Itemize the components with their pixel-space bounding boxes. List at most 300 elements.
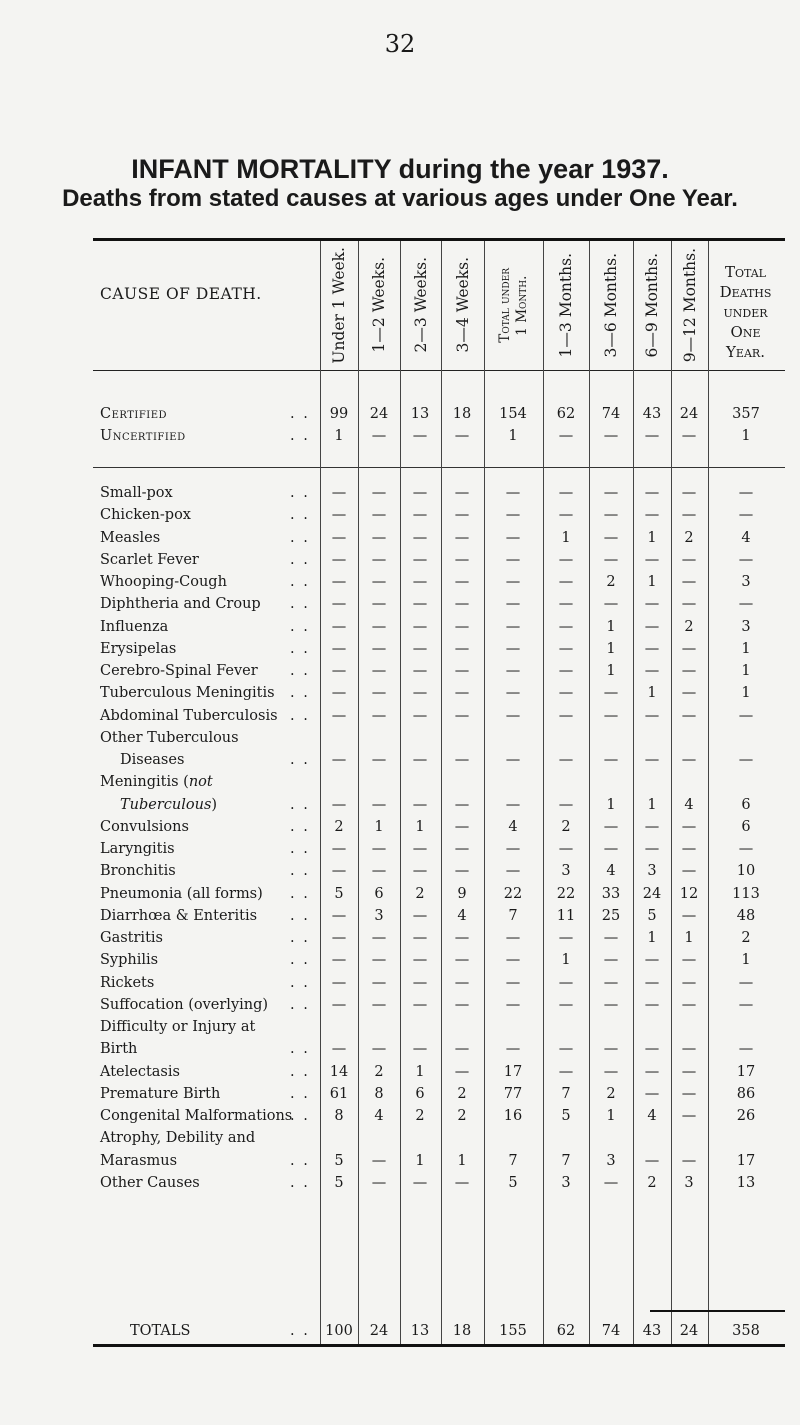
table-cell: 48 — [736, 907, 756, 924]
table-cell: 3 — [647, 863, 657, 880]
table-cell: — — [681, 428, 697, 444]
table-row — [0, 1086, 800, 1108]
row-label: Other Causes — [100, 1174, 200, 1191]
table-cell: 18 — [452, 1323, 472, 1339]
row-label: Certified — [100, 406, 168, 422]
table-cell: — — [412, 707, 428, 724]
table-cell: 22 — [556, 885, 576, 902]
table-cell: 3 — [561, 1174, 571, 1191]
table-cell: — — [558, 752, 574, 768]
table-cell: — — [505, 752, 521, 768]
table-cell: 74 — [601, 1323, 621, 1339]
table-cell: — — [331, 529, 347, 546]
table-cell: — — [681, 551, 697, 568]
table-cell: — — [681, 996, 697, 1013]
row-label: Birth — [100, 1041, 138, 1058]
table-cell: — — [412, 863, 428, 880]
table-cell: — — [505, 663, 521, 679]
table-cell: — — [331, 707, 347, 724]
leader-dots: . . — [290, 863, 310, 880]
table-cell: — — [681, 685, 697, 702]
age-column-header — [400, 250, 441, 360]
table-row — [0, 552, 800, 574]
table-cell: 5 — [334, 1152, 344, 1169]
table-cell: — — [371, 1174, 387, 1191]
table-cell: — — [331, 752, 347, 768]
table-cell: — — [681, 1041, 697, 1058]
table-cell: 61 — [329, 1085, 349, 1102]
row-label: Difficulty or Injury at — [100, 1019, 256, 1035]
leader-dots: . . — [290, 818, 310, 835]
table-cell: — — [558, 485, 574, 501]
leader-dots: . . — [290, 507, 310, 524]
table-cell: 18 — [452, 406, 472, 422]
table-cell: — — [603, 1063, 619, 1080]
table-cell: — — [371, 707, 387, 724]
table-cell: — — [603, 707, 619, 724]
table-cell: — — [505, 930, 521, 946]
row-label: Other Tuberculous — [100, 729, 239, 746]
table-cell: 3 — [741, 618, 751, 635]
row-label: Bronchitis — [100, 863, 176, 880]
table-cell: — — [331, 841, 347, 857]
table-cell: 1 — [606, 796, 616, 813]
table-cell: 6 — [415, 1085, 425, 1102]
table-row — [0, 863, 800, 885]
row-label: Atelectasis — [100, 1063, 180, 1080]
totals-row — [0, 1323, 800, 1345]
table-cell: 74 — [601, 406, 621, 422]
total-header-line: Total — [724, 263, 766, 281]
table-cell: 5 — [334, 1174, 344, 1191]
table-cell: 357 — [732, 406, 760, 422]
age-column-header — [671, 247, 708, 363]
table-cell: — — [644, 618, 660, 635]
table-cell: — — [558, 685, 574, 702]
table-cell: 1 — [457, 1152, 467, 1169]
table-cell: — — [331, 685, 347, 702]
table-cell: — — [371, 685, 387, 702]
row-label: Syphilis — [100, 952, 159, 969]
group-rule — [93, 467, 785, 468]
table-cell: 9 — [457, 885, 467, 902]
table-cell: — — [454, 663, 470, 679]
table-cell: 4 — [647, 1108, 657, 1124]
table-cell: 2 — [415, 885, 425, 902]
table-cell: — — [412, 551, 428, 568]
table-cell: — — [412, 974, 428, 991]
leader-dots: . . — [290, 1174, 310, 1191]
table-cell: — — [558, 707, 574, 724]
table-cell: 22 — [503, 885, 523, 902]
table-cell: — — [331, 507, 347, 524]
table-cell: 8 — [374, 1085, 384, 1102]
table-row — [0, 997, 800, 1019]
table-cell: 1 — [561, 529, 571, 546]
leader-dots: . . — [290, 707, 310, 724]
table-cell: 43 — [642, 406, 662, 422]
table-cell: — — [558, 796, 574, 813]
table-cell: — — [603, 1041, 619, 1058]
table-cell: 113 — [732, 885, 760, 902]
table-cell: 1 — [508, 428, 518, 444]
row-label: Tuberculous) — [120, 796, 218, 813]
table-row — [0, 574, 800, 596]
table-cell: — — [738, 974, 754, 991]
table-cell: — — [454, 685, 470, 702]
table-cell: — — [371, 841, 387, 857]
table-cell: — — [644, 841, 660, 857]
row-label: Chicken-pox — [100, 507, 191, 524]
table-cell: — — [603, 428, 619, 444]
leader-dots: . . — [290, 663, 310, 679]
age-column-header — [441, 250, 484, 360]
table-cell: — — [603, 752, 619, 768]
table-row — [0, 1130, 800, 1152]
table-cell: 1 — [415, 1152, 425, 1169]
table-cell: — — [412, 507, 428, 524]
table-cell: 2 — [457, 1085, 467, 1102]
table-cell: — — [371, 574, 387, 590]
table-cell: 16 — [503, 1108, 523, 1124]
table-cell: 17 — [503, 1063, 523, 1080]
leader-dots: . . — [290, 685, 310, 702]
table-cell: — — [681, 707, 697, 724]
table-cell: — — [371, 796, 387, 813]
leader-dots: . . — [290, 841, 310, 857]
table-cell: — — [454, 507, 470, 524]
table-cell: — — [681, 663, 697, 679]
table-cell: — — [603, 974, 619, 991]
table-cell: 13 — [410, 1323, 430, 1339]
table-cell: — — [454, 1174, 470, 1191]
table-cell: — — [412, 930, 428, 946]
table-cell: 5 — [508, 1174, 518, 1191]
leader-dots: . . — [290, 529, 310, 546]
table-cell: — — [331, 863, 347, 880]
table-row — [0, 507, 800, 529]
leader-dots: . . — [290, 485, 310, 501]
table-cell: 24 — [642, 885, 662, 902]
table-cell: — — [603, 507, 619, 524]
row-label: Small-pox — [100, 485, 173, 501]
table-cell: — — [603, 841, 619, 857]
total-column-header — [706, 262, 785, 362]
table-cell: — — [331, 930, 347, 946]
table-cell: 24 — [369, 1323, 389, 1339]
table-cell: 4 — [374, 1108, 384, 1124]
age-column-header-text: 2—3 Weeks. — [411, 257, 430, 353]
table-cell: 7 — [508, 1152, 518, 1169]
table-cell: — — [505, 974, 521, 991]
age-column-header-text: 1—3 Months. — [557, 252, 575, 358]
table-cell: — — [603, 485, 619, 501]
table-cell: 26 — [736, 1108, 756, 1124]
leader-dots: . . — [290, 596, 310, 613]
table-cell: — — [371, 1152, 387, 1169]
table-cell: — — [644, 1041, 660, 1058]
row-label: Scarlet Fever — [100, 551, 199, 568]
table-cell: — — [331, 952, 347, 969]
table-cell: — — [644, 818, 660, 835]
total-header-line: Year. — [726, 343, 765, 361]
table-cell: — — [505, 685, 521, 702]
table-cell: — — [738, 1041, 754, 1058]
table-top-rule — [93, 238, 785, 241]
table-cell: — — [371, 1041, 387, 1058]
table-cell: — — [558, 640, 574, 657]
table-cell: — — [454, 640, 470, 657]
table-cell: 8 — [334, 1108, 344, 1124]
table-cell: 3 — [606, 1152, 616, 1169]
leader-dots: . . — [290, 974, 310, 991]
table-cell: — — [454, 596, 470, 613]
table-cell: — — [454, 841, 470, 857]
table-cell: — — [412, 796, 428, 813]
table-row — [0, 886, 800, 908]
table-cell: — — [644, 428, 660, 444]
table-cell: 1 — [741, 952, 751, 969]
table-cell: 1 — [374, 818, 384, 835]
table-cell: — — [738, 841, 754, 857]
table-cell: — — [681, 841, 697, 857]
table-cell: — — [371, 930, 387, 946]
table-cell: — — [644, 507, 660, 524]
table-cell: 3 — [741, 574, 751, 590]
table-cell: 86 — [736, 1085, 756, 1102]
table-cell: — — [681, 507, 697, 524]
leader-dots: . . — [290, 1041, 310, 1058]
table-cell: 1 — [741, 663, 751, 679]
table-cell: — — [681, 574, 697, 590]
age-column-header-text: 9—12 Months. — [680, 247, 699, 363]
table-cell: 100 — [325, 1323, 353, 1339]
table-cell: — — [412, 685, 428, 702]
table-cell: — — [371, 507, 387, 524]
table-cell: — — [558, 574, 574, 590]
table-cell: 154 — [499, 406, 527, 422]
table-cell: 1 — [606, 640, 616, 657]
table-cell: — — [505, 574, 521, 590]
table-cell: — — [331, 551, 347, 568]
table-cell: 4 — [457, 907, 467, 924]
table-cell: — — [558, 1041, 574, 1058]
table-cell: 3 — [684, 1174, 694, 1191]
table-row — [0, 752, 800, 774]
table-cell: 17 — [736, 1063, 756, 1080]
table-cell: 3 — [374, 907, 384, 924]
table-cell: — — [331, 574, 347, 590]
table-cell: — — [412, 1174, 428, 1191]
table-cell: — — [505, 529, 521, 546]
table-cell: — — [371, 428, 387, 444]
table-cell: — — [558, 428, 574, 444]
table-cell: — — [371, 863, 387, 880]
table-cell: 7 — [561, 1085, 571, 1102]
table-cell: — — [505, 996, 521, 1013]
table-cell: — — [738, 485, 754, 501]
table-cell: — — [505, 596, 521, 613]
table-cell: — — [371, 485, 387, 501]
table-row — [0, 1175, 800, 1197]
leader-dots: . . — [290, 1063, 310, 1080]
table-cell: — — [412, 663, 428, 679]
table-cell: — — [505, 507, 521, 524]
totals-rule — [650, 1310, 785, 1312]
table-cell: 1 — [606, 618, 616, 635]
table-cell: — — [371, 752, 387, 768]
table-row — [0, 975, 800, 997]
summary-row — [0, 406, 800, 428]
table-cell: 1 — [684, 930, 694, 946]
table-cell: 1 — [647, 574, 657, 590]
row-label: Rickets — [100, 974, 155, 991]
table-cell: 1 — [606, 663, 616, 679]
row-label: Laryngitis — [100, 841, 175, 857]
table-cell: 6 — [374, 885, 384, 902]
table-cell: — — [603, 551, 619, 568]
table-cell: — — [644, 752, 660, 768]
table-cell: 77 — [503, 1085, 523, 1102]
table-cell: — — [603, 952, 619, 969]
table-row — [0, 1108, 800, 1130]
table-cell: — — [558, 996, 574, 1013]
table-cell: 2 — [741, 930, 751, 946]
table-cell: — — [644, 1152, 660, 1169]
table-cell: — — [371, 663, 387, 679]
age-column-header — [320, 246, 358, 364]
leader-dots: . . — [290, 428, 310, 444]
table-cell: — — [331, 618, 347, 635]
table-cell: — — [412, 428, 428, 444]
table-cell: — — [412, 596, 428, 613]
row-label: Uncertified — [100, 428, 186, 444]
table-cell: — — [558, 930, 574, 946]
table-cell: — — [738, 596, 754, 613]
table-cell: 43 — [642, 1323, 662, 1339]
table-cell: — — [454, 574, 470, 590]
leader-dots: . . — [290, 930, 310, 946]
table-row — [0, 774, 800, 796]
table-row — [0, 485, 800, 507]
row-label: Premature Birth — [100, 1085, 221, 1102]
table-cell: — — [331, 996, 347, 1013]
table-cell: 5 — [647, 907, 657, 924]
table-cell: 358 — [732, 1323, 760, 1339]
table-cell: 5 — [334, 885, 344, 902]
table-cell: — — [738, 996, 754, 1013]
table-cell: 2 — [684, 618, 694, 635]
row-label: TOTALS — [130, 1323, 191, 1339]
table-cell: 4 — [606, 863, 616, 880]
table-cell: 2 — [334, 818, 344, 835]
table-row — [0, 930, 800, 952]
table-cell: — — [454, 930, 470, 946]
table-cell: — — [558, 974, 574, 991]
table-row — [0, 663, 800, 685]
table-cell: — — [603, 1174, 619, 1191]
table-cell: 1 — [647, 796, 657, 813]
table-cell: 1 — [647, 685, 657, 702]
table-cell: 11 — [556, 907, 576, 924]
page-number: 32 — [384, 30, 416, 58]
leader-dots: . . — [290, 796, 310, 813]
row-label: Whooping-Cough — [100, 574, 227, 590]
row-label: Cerebro-Spinal Fever — [100, 663, 258, 679]
table-cell: — — [371, 974, 387, 991]
table-row — [0, 841, 800, 863]
table-row — [0, 708, 800, 730]
table-cell: — — [644, 1085, 660, 1102]
total-header-line: One — [730, 323, 761, 341]
table-cell: — — [681, 1108, 697, 1124]
table-row — [0, 730, 800, 752]
table-cell: 99 — [329, 406, 349, 422]
table-cell: — — [371, 952, 387, 969]
table-cell: — — [412, 574, 428, 590]
table-cell: — — [644, 707, 660, 724]
table-cell: — — [331, 796, 347, 813]
table-cell: 1 — [561, 952, 571, 969]
table-cell: — — [558, 507, 574, 524]
table-cell: — — [603, 996, 619, 1013]
table-cell: — — [412, 952, 428, 969]
table-cell: — — [454, 618, 470, 635]
table-cell: — — [505, 551, 521, 568]
table-cell: — — [371, 596, 387, 613]
leader-dots: . . — [290, 752, 310, 768]
table-cell: — — [681, 640, 697, 657]
table-cell: — — [603, 529, 619, 546]
total-header-line: Deaths — [719, 283, 772, 301]
leader-dots: . . — [290, 1323, 310, 1339]
table-cell: 7 — [508, 907, 518, 924]
table-cell: 2 — [684, 529, 694, 546]
table-cell: 62 — [556, 406, 576, 422]
table-cell: 17 — [736, 1152, 756, 1169]
age-column-header-text: 3—4 Weeks. — [453, 257, 472, 353]
table-cell: — — [331, 663, 347, 679]
table-cell: 13 — [410, 406, 430, 422]
age-column-header — [589, 250, 633, 360]
table-cell: — — [412, 752, 428, 768]
leader-dots: . . — [290, 618, 310, 635]
table-cell: 2 — [415, 1108, 425, 1124]
table-cell: — — [331, 974, 347, 991]
table-cell: — — [331, 1041, 347, 1058]
table-cell: — — [644, 974, 660, 991]
table-row — [0, 952, 800, 974]
table-cell: — — [681, 485, 697, 501]
table-cell: 10 — [736, 863, 756, 880]
table-cell: — — [681, 752, 697, 768]
age-column-header — [484, 250, 543, 360]
table-cell: — — [505, 1041, 521, 1058]
table-cell: — — [558, 1063, 574, 1080]
table-cell: — — [454, 974, 470, 991]
leader-dots: . . — [290, 551, 310, 568]
table-cell: 4 — [741, 529, 751, 546]
table-cell: — — [603, 596, 619, 613]
table-cell: — — [454, 1063, 470, 1080]
table-cell: — — [454, 796, 470, 813]
table-cell: — — [681, 907, 697, 924]
table-cell: — — [412, 841, 428, 857]
table-cell: — — [331, 596, 347, 613]
leader-dots: . . — [290, 952, 310, 969]
table-cell: — — [681, 1063, 697, 1080]
leader-dots: . . — [290, 574, 310, 590]
